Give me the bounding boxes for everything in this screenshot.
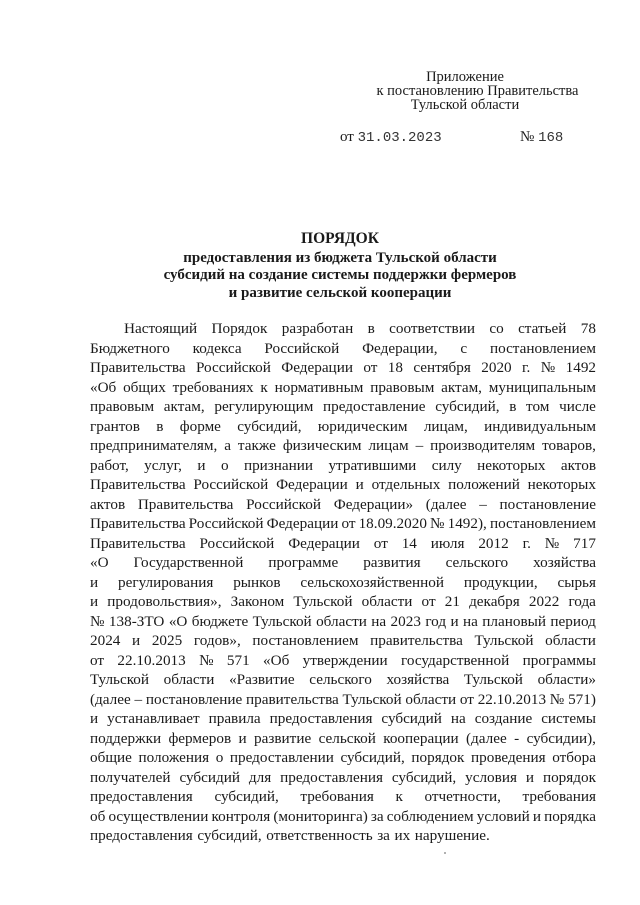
body-word: муниципальным [488, 378, 596, 396]
body-line [90, 651, 596, 671]
body-word: субсидий, [435, 398, 500, 415]
body-word: порядка [544, 807, 596, 825]
body-word: о [215, 749, 224, 766]
body-word: 2012 [478, 534, 509, 552]
body-word: г. [522, 534, 531, 552]
body-word: правительства [246, 690, 339, 708]
body-word: развития [363, 554, 421, 571]
body-word: 1492 [565, 359, 596, 376]
body-word: Правительства [90, 359, 186, 376]
body-word: Законом [230, 593, 285, 610]
decree-number: 168 [538, 130, 564, 146]
body-word: правила [208, 710, 261, 727]
appendix-line-2: к постановлению Правительства [376, 83, 579, 99]
body-word: 14 [401, 534, 417, 552]
body-line [90, 534, 596, 554]
body-line [90, 768, 596, 788]
body-word: постановлением [489, 515, 596, 532]
body-word: индивидуальным [484, 417, 596, 435]
body-word: отдельных [371, 476, 441, 493]
body-line [90, 748, 596, 768]
body-word: порядок [542, 768, 596, 786]
body-word: актов [90, 495, 126, 513]
body-word: года [568, 593, 596, 610]
body-line [90, 339, 596, 359]
body-word: 2020 [481, 359, 512, 376]
body-word: (далее [425, 495, 467, 513]
body-word: нарушение. [414, 827, 490, 844]
body-word: положения [138, 749, 210, 766]
body-word: ответственность [266, 827, 373, 844]
body-word: признании [243, 456, 314, 474]
body-word: контроля [211, 807, 271, 825]
body-word: № [544, 534, 560, 552]
body-line [90, 612, 596, 632]
body-word: развитие [254, 729, 312, 747]
body-word: с [460, 339, 468, 357]
body-word: бюджете [191, 612, 249, 630]
body-word: правительства [370, 632, 463, 649]
body-word: общих [123, 378, 166, 396]
body-word: Тульской [463, 671, 523, 688]
body-line [90, 319, 596, 339]
body-word: 571 [226, 651, 250, 669]
body-word: Правительства [90, 476, 186, 493]
body-word: сельского [309, 671, 372, 688]
body-word: отчетности, [424, 788, 501, 805]
body-word: силу [431, 456, 462, 474]
body-word: постановление [145, 690, 243, 708]
body-line [90, 631, 596, 651]
body-word: 1492), [447, 515, 487, 532]
body-word: и [197, 456, 206, 474]
body-word: некоторых [477, 456, 546, 474]
body-word: утратившими [328, 456, 417, 474]
body-word: хозяйства [533, 554, 596, 571]
body-word: от [90, 651, 105, 669]
body-word: постановлением [489, 339, 596, 357]
body-word: том [526, 398, 550, 415]
body-word: также [237, 437, 276, 454]
body-word: и [132, 632, 141, 649]
body-line [90, 709, 596, 729]
body-word: № [199, 651, 214, 669]
body-word: на [371, 612, 387, 630]
body-word: на [463, 612, 478, 630]
body-word: общие [90, 749, 132, 766]
body-word: разработан [281, 320, 354, 337]
body-word: Тульской [474, 632, 534, 649]
body-word: соответствии [389, 320, 475, 337]
body-word: соблюдением [386, 807, 474, 825]
body-word: на [450, 710, 466, 727]
body-word: постановлением [252, 632, 359, 649]
body-word: субсидий [179, 768, 240, 786]
body-word: области [163, 671, 215, 688]
body-word: и [532, 807, 541, 825]
body-line [90, 417, 596, 437]
body-line [90, 378, 596, 398]
body-word: утверждении [302, 651, 388, 669]
body-word: Тульской [293, 593, 353, 610]
body-word: порядок [411, 749, 465, 766]
body-word: Российской [193, 476, 269, 493]
number-label: № [520, 129, 535, 145]
body-word: области [545, 632, 596, 649]
body-line [90, 553, 596, 573]
body-word: Российской [246, 495, 321, 513]
body-line [90, 573, 596, 593]
appendix-line-3: Тульской области [410, 97, 520, 113]
body-word: «О [90, 554, 109, 571]
body-word: условий [476, 807, 530, 825]
body-word: субсидий, [340, 749, 405, 766]
body-word: программы [522, 651, 596, 669]
body-line [90, 592, 596, 612]
body-line [90, 826, 596, 846]
body-word: актам, [163, 398, 205, 415]
body-word: 78 [580, 320, 596, 337]
body-word: предоставления [90, 788, 193, 805]
body-word: декабря [469, 593, 520, 610]
body-word: сырья [557, 573, 596, 591]
body-word: – [415, 437, 424, 454]
body-word: за [377, 827, 390, 844]
body-word: Федерации [266, 515, 339, 532]
body-word: годов», [193, 632, 241, 649]
body-word: фермеров [168, 729, 232, 747]
body-line [90, 729, 596, 749]
body-line [90, 397, 596, 417]
body-word: - [514, 729, 520, 747]
body-word: проведения [471, 749, 546, 766]
body-word: товаров, [542, 437, 596, 454]
body-word: требования [522, 788, 596, 805]
body-word: (мониторинга) [273, 807, 368, 825]
body-word: кодекса [192, 339, 242, 357]
body-word: продовольствия», [107, 593, 222, 610]
title-line-1: предоставления из бюджета Тульской области [183, 249, 497, 266]
body-word: государственной [401, 651, 510, 669]
body-word: кооперации [383, 729, 459, 747]
body-word: № [430, 515, 445, 532]
body-word: «Об [90, 378, 117, 396]
body-word: для [248, 768, 272, 786]
body-word: со [489, 320, 504, 337]
body-word: от [363, 359, 378, 376]
body-word: 21 [444, 593, 460, 610]
body-word: в [156, 417, 164, 435]
body-word: Федерации [276, 476, 348, 493]
body-word: субсидий, [237, 417, 302, 435]
body-line [90, 670, 596, 690]
body-word: создание [474, 710, 533, 727]
body-word: предоставления [90, 827, 193, 844]
body-word: лицам, [423, 417, 468, 435]
body-word: Федерации» [333, 495, 414, 513]
body-line [90, 475, 596, 495]
body-word: 2023 [390, 612, 421, 630]
body-word: г. [522, 359, 531, 376]
body-word: программе [268, 554, 339, 571]
body-word: июля [430, 534, 465, 552]
body-word: числе [559, 398, 596, 415]
body-word: № [540, 359, 556, 376]
body-word: № [90, 612, 105, 630]
body-word: о [220, 456, 229, 474]
body-word: (далее [90, 690, 131, 708]
body-line [90, 787, 596, 807]
body-word: субсидий, [391, 768, 457, 786]
body-line [90, 456, 596, 476]
body-word: области» [537, 671, 596, 688]
body-word: и [238, 729, 247, 747]
body-word: Российской [264, 339, 340, 357]
body-word: 18.09.2020 [358, 515, 427, 532]
body-word: регулирующим [214, 398, 314, 415]
body-word: предоставления [280, 768, 383, 786]
body-word: 2024 [90, 632, 121, 649]
body-word: период [550, 612, 596, 630]
body-word: 18 [387, 359, 403, 376]
body-word: к [395, 788, 403, 805]
body-word: от [341, 515, 356, 532]
decree-date: 31.03.2023 [357, 130, 442, 146]
body-word: Российской [199, 534, 275, 552]
body-word: области [405, 690, 457, 708]
body-word: а [224, 437, 231, 454]
decree-number-block [520, 128, 563, 147]
body-word: в [367, 320, 375, 337]
body-word: и [355, 476, 364, 493]
body-word: 138-ЗТО [108, 612, 165, 630]
body-word: хозяйства [386, 671, 450, 688]
body-word: и [90, 710, 99, 727]
body-word: предоставлении [229, 749, 334, 766]
body-word: плановый [482, 612, 546, 630]
body-word: субсидий, [197, 827, 262, 844]
body-word: № [549, 690, 565, 708]
body-word: физическим [282, 437, 362, 454]
body-word: – [134, 690, 143, 708]
body-word: сельской [318, 729, 376, 747]
body-word: от [421, 593, 436, 610]
body-word: об [90, 807, 106, 825]
body-word: предоставление [322, 398, 426, 415]
body-word: Правительства [90, 515, 186, 532]
body-word: области [316, 612, 367, 630]
body-word: Федерации [288, 534, 360, 552]
body-line [90, 807, 596, 827]
appendix-header [300, 70, 630, 112]
body-word: требования [300, 788, 374, 805]
body-word: нормативным [274, 378, 364, 396]
body-word: «Об [263, 651, 290, 669]
body-word: (далее [466, 729, 507, 747]
body-word: Тульской [252, 612, 312, 630]
document-title [90, 230, 590, 302]
body-word: сельского [445, 554, 509, 571]
body-word: грантов [90, 417, 140, 435]
body-word: 22.10.2013 [117, 651, 186, 669]
body-word: положений [448, 476, 520, 493]
scan-speck [444, 852, 446, 854]
body-word: работ, [90, 456, 129, 474]
body-line [90, 690, 596, 710]
body-word: поддержки [90, 729, 162, 747]
body-word: предпринимателям, [90, 437, 218, 454]
body-word: субсидии), [526, 729, 596, 747]
body-word: Правительства [137, 495, 234, 513]
title-line-2: субсидий на создание системы поддержки фермеров [163, 267, 517, 283]
body-word: некоторых [527, 476, 596, 493]
body-paragraph [90, 319, 596, 846]
body-word: условия [465, 768, 517, 786]
body-word: Российской [195, 359, 271, 376]
body-word: Настоящий [124, 320, 198, 337]
body-word: лицам [368, 437, 409, 454]
body-word: – [479, 495, 487, 513]
body-word: Российской [188, 515, 264, 532]
body-word: 717 [573, 534, 596, 552]
body-word: субсидий, [214, 788, 279, 805]
title-line-3: и развитие сельской кооперации [228, 284, 452, 301]
body-word: 22.10.2013 [477, 690, 547, 708]
body-word: Бюджетного [90, 339, 170, 357]
body-word: и [90, 573, 99, 591]
body-word: и [90, 593, 99, 610]
body-word: за [370, 807, 384, 825]
body-word: Порядок [211, 320, 268, 337]
body-word: юридическим [317, 417, 408, 435]
body-word: статьей [518, 320, 567, 337]
body-line [90, 514, 596, 534]
body-word: 2025 [151, 632, 183, 649]
body-line [90, 495, 596, 515]
body-word: продукции, [463, 573, 538, 591]
body-word: год [425, 612, 447, 630]
body-word: Государственной [133, 554, 244, 571]
body-word: форме [179, 417, 221, 435]
body-word: системы [541, 710, 596, 727]
body-word: актам, [441, 378, 482, 396]
body-line [90, 358, 596, 378]
body-word: их [394, 827, 411, 844]
body-word: сентября [413, 359, 471, 376]
date-prefix: от [340, 129, 354, 145]
body-word: от [459, 690, 474, 708]
body-word: и [525, 768, 535, 786]
body-word: от [373, 534, 388, 552]
decree-date-number [340, 128, 590, 147]
body-word: сельскохозяйственной [300, 573, 445, 591]
body-word: производителям [430, 437, 536, 454]
body-word: Тульской [342, 690, 402, 708]
appendix-line-1: Приложение [426, 69, 504, 85]
body-word: отбора [552, 749, 596, 766]
body-word: к [260, 378, 268, 396]
body-word: услуг, [144, 456, 182, 474]
body-word: «Развитие [229, 671, 295, 688]
body-word: осуществлении [108, 807, 209, 825]
body-word: актов [560, 456, 596, 474]
body-word: получателей [90, 768, 171, 786]
body-word: требованиях [172, 378, 254, 396]
body-word: регулирования [118, 573, 214, 591]
body-word: предоставления [269, 710, 373, 727]
body-word: «О [168, 612, 188, 630]
body-word: и [450, 612, 459, 630]
body-word: Федерации, [362, 339, 438, 357]
body-word: Правительства [90, 534, 186, 552]
body-word: Тульской [90, 671, 150, 688]
body-word: рынков [233, 573, 281, 591]
title-heading: ПОРЯДОК [301, 230, 379, 247]
body-word: постановление [499, 495, 596, 513]
body-word: 2022 [528, 593, 560, 610]
body-word: Федерации [281, 359, 353, 376]
body-word: правовым [90, 398, 155, 415]
body-word: области [361, 593, 413, 610]
body-word: устанавливает [107, 710, 200, 727]
body-word: в [509, 398, 517, 415]
body-word: 571) [568, 690, 596, 708]
body-line [90, 436, 596, 456]
body-word: субсидий [381, 710, 442, 727]
body-word: правовым [370, 378, 435, 396]
